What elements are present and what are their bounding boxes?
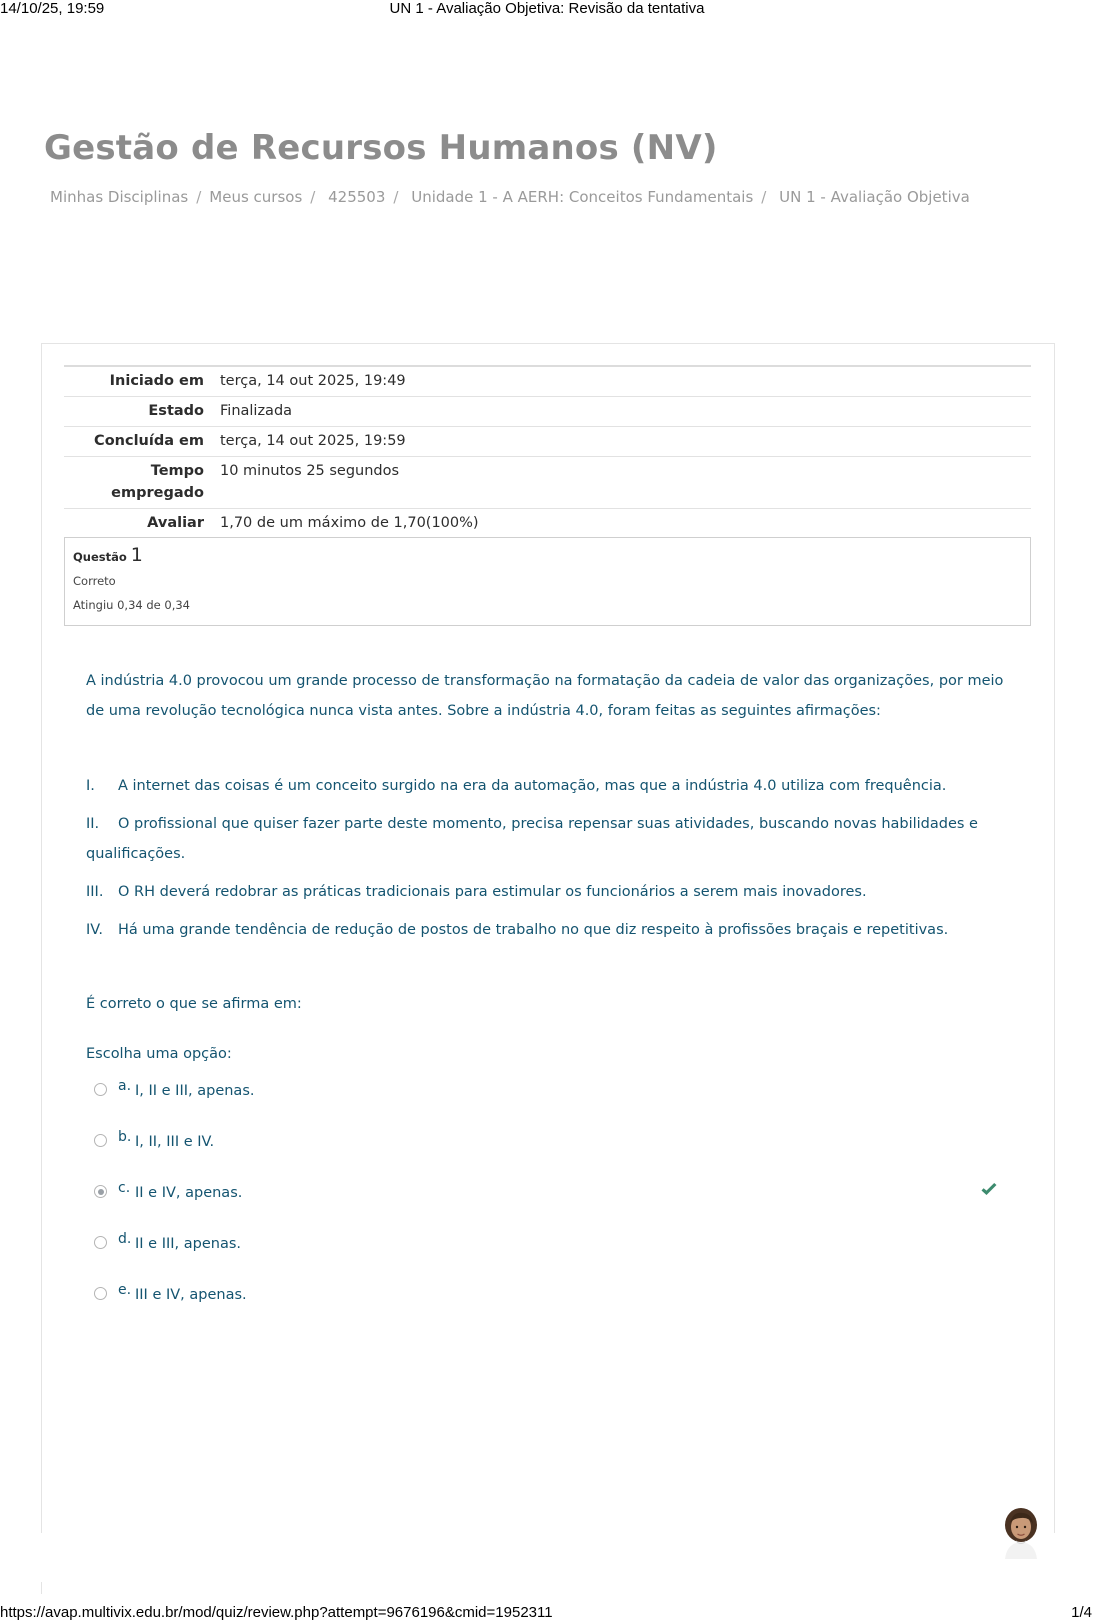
summary-label-line: empregado [111,485,204,501]
breadcrumb-separator: / [310,188,316,206]
statement-item [86,915,1021,945]
summary-label: Avaliar [147,515,204,531]
check-icon [980,1182,998,1198]
option-letter: a. [118,1078,132,1094]
print-page-title: UN 1 - Avaliação Objetiva: Revisão da tentativa [389,0,705,17]
option-text: I, II, III e IV. [135,1134,215,1150]
summary-row-completed [64,427,1031,457]
statement-item [86,771,1021,801]
summary-value: Finalizada [220,403,293,419]
option-text: II e III, apenas. [135,1236,241,1252]
option-letter: e. [118,1282,132,1298]
question-number-value: 1 [130,544,143,566]
answer-option-a[interactable] [94,1078,1014,1104]
radio-button[interactable] [94,1134,107,1147]
summary-label: Iniciado em [109,373,204,389]
question-info-box [64,537,1031,626]
question-text: A indústria 4.0 provocou um grande processo de transformação na formatação da cadeia de valor das organizações, por meio de uma revolução tecnológica nunca vista antes. Sobre a indústria 4.0, foram feitas as seguintes afirmações: [86,673,1004,719]
option-letter: c. [118,1180,131,1196]
statement-text: A internet das coisas é um conceito surgido na era da automação, mas que a indústria 4.0 utiliza com frequência. [118,778,947,794]
question-state: Correto [73,574,116,588]
question-prompt: É correto o que se afirma em: [86,996,302,1012]
summary-value: 10 minutos 25 segundos [220,463,400,479]
option-text: II e IV, apenas. [135,1185,243,1201]
choose-option-label: Escolha uma opção: [86,1046,232,1062]
print-page-number: 1/4 [1071,1604,1092,1621]
statement-item [86,877,1021,907]
option-letter: d. [118,1231,132,1247]
breadcrumb-separator: / [761,188,767,206]
breadcrumb-separator: / [196,188,202,206]
answer-option-d[interactable] [94,1231,1014,1257]
breadcrumb-item-course-id[interactable]: 425503 [328,188,386,206]
print-timestamp: 14/10/25, 19:59 [0,0,105,17]
summary-row-started [64,367,1031,397]
breadcrumb-item-unit[interactable]: Unidade 1 - A AERH: Conceitos Fundamentais [411,188,754,206]
breadcrumb-item-minhas-disciplinas[interactable]: Minhas Disciplinas [50,188,189,206]
summary-label: Estado [148,403,204,419]
summary-row-grade [64,509,1031,538]
summary-label: Concluída em [94,433,204,449]
option-letter: b. [118,1129,132,1145]
print-footer [0,1603,1094,1623]
answer-option-e[interactable] [94,1282,1014,1308]
summary-row-state [64,397,1031,427]
statement-text: O RH deverá redobrar as práticas tradicionais para estimular os funcionários a serem mais inovadores. [118,884,867,900]
option-text: III e IV, apenas. [135,1287,247,1303]
summary-label-line: Tempo [150,463,204,479]
breadcrumb-item-meus-cursos[interactable]: Meus cursos [209,188,303,206]
summary-row-time [64,457,1031,509]
statement-numeral: III. [86,884,104,900]
radio-button[interactable] [94,1083,107,1096]
course-title: Gestão de Recursos Humanos (NV) [44,128,718,168]
statement-numeral: I. [86,778,95,794]
breadcrumb-item-quiz[interactable]: UN 1 - Avaliação Objetiva [779,188,970,206]
assistant-avatar[interactable] [999,1505,1043,1559]
summary-value: 1,70 de um máximo de 1,70(100%) [220,515,479,531]
summary-label [64,457,214,508]
statement-item [86,809,1021,869]
radio-button-selected[interactable] [94,1185,107,1198]
answer-option-c[interactable] [94,1180,1014,1206]
summary-value: terça, 14 out 2025, 19:59 [220,433,406,449]
breadcrumb [50,188,970,206]
statement-numeral: II. [86,816,100,832]
print-header [0,0,1094,18]
question-label: Questão [73,550,127,564]
attempt-summary-table [64,365,1031,538]
option-text: I, II e III, apenas. [135,1083,255,1099]
question-number [73,544,1022,566]
statement-text: Há uma grande tendência de redução de postos de trabalho no que diz respeito à profissões braçais e repetitivas. [118,922,949,938]
statement-text: O profissional que quiser fazer parte deste momento, precisa repensar suas atividades, buscando novas habilidades e qualificações. [86,816,978,862]
breadcrumb-separator: / [393,188,399,206]
summary-value: terça, 14 out 2025, 19:49 [220,373,406,389]
region-border-tail [41,1582,42,1594]
radio-button[interactable] [94,1287,107,1300]
statement-numeral: IV. [86,922,103,938]
question-mark: Atingiu 0,34 de 0,34 [73,598,190,612]
print-url: https://avap.multivix.edu.br/mod/quiz/review.php?attempt=9676196&cmid=1952311 [0,1604,553,1621]
radio-button[interactable] [94,1236,107,1249]
answer-option-b[interactable] [94,1129,1014,1155]
